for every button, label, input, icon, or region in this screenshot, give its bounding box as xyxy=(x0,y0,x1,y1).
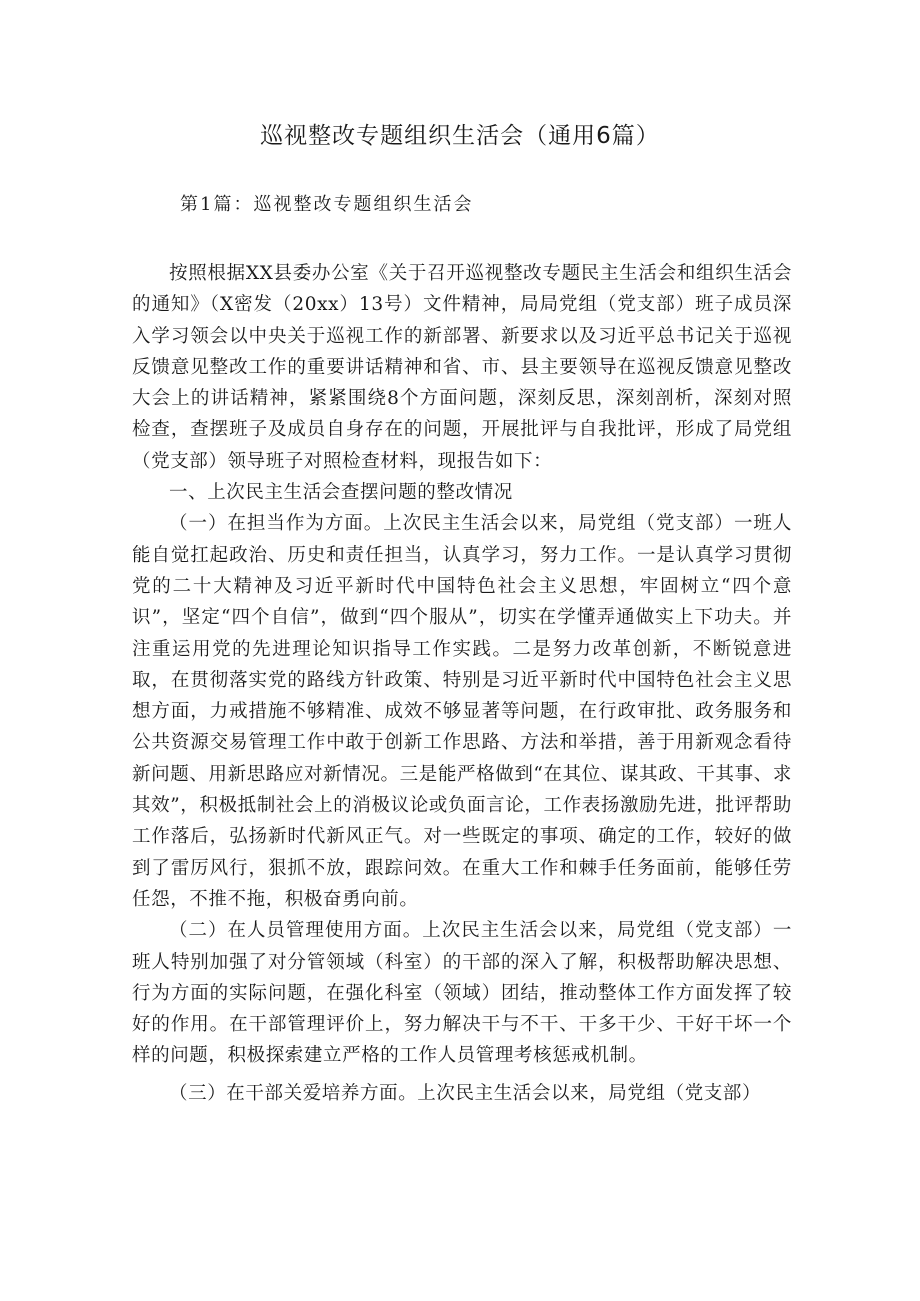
paragraph-item-3: （三）在干部关爱培养方面。上次民主生活会以来，局党组（党支部） xyxy=(169,1082,762,1104)
heading-part-one: 一、上次民主生活会查摆问题的整改情况 xyxy=(169,482,513,504)
section-heading: 第1篇：巡视整改专题组织生活会 xyxy=(180,194,474,215)
document-title: 巡视整改专题组织生活会（通用6篇） xyxy=(260,123,660,149)
paragraph-item-2: （二）在人员管理使用方面。上次民主生活会以来，局党组（党支部）一班人特别加强了对分管领域（科室）的干部的深入了解，积极帮助解决思想、行为方面的实际问题，在强化科室（领域）团结，推动整体工作方面发挥了较好的作用。在干部管理评价上，努力解决干与不干、干多干少、干好干坏一个样的问题，积极探索建立严格的工作人员管理考核惩戒机制。 xyxy=(132,920,792,1067)
paragraph-intro: 按照根据XX县委办公室《关于召开巡视整改专题民主生活会和组织生活会的通知》（X密发（20xx）13号）文件精神，局局党组（党支部）班子成员深入学习领会以中央关于巡视工作的新部署、新要求以及习近平总书记关于巡视反馈意见整改工作的重要讲话精神和省、市、县主要领导在巡视反馈意见整改大会上的讲话精神，紧紧围绕8个方面问题，深刻反思，深刻剖析，深刻对照检查，查摆班子及成员自身存在的问题，开展批评与自我批评，形成了局党组（党支部）领导班子对照检查材料，现报告如下： xyxy=(132,263,792,472)
paragraph-item-1: （一）在担当作为方面。上次民主生活会以来，局党组（党支部）一班人能自觉扛起政治、历史和责任担当，认真学习，努力工作。一是认真学习贯彻党的二十大精神及习近平新时代中国特色社会主义思想，牢固树立“四个意识”，坚定“四个自信”，做到“四个服从”，切实在学懂弄通做实上下功夫。并注重运用党的先进理论知识指导工作实践。二是努力改革创新，不断锐意进取，在贯彻落实党的路线方针政策、特别是习近平新时代中国特色社会主义思想方面，力戒措施不够精准、成效不够显著等问题，在行政审批、政务服务和公共资源交易管理工作中敢于创新工作思路、方法和举措，善于用新观念看待新问题、用新思路应对新情况。三是能严格做到“在其位、谋其政、干其事、求其效”，积极抵制社会上的消极议论或负面言论，工作表扬激励先进，批评帮助工作落后，弘扬新时代新风正气。对一些既定的事项、确定的工作，较好的做到了雷厉风行，狠抓不放，跟踪问效。在重大工作和棘手任务面前，能够任劳任怨，不推不拖，积极奋勇向前。 xyxy=(132,513,792,910)
document-body xyxy=(132,258,792,1109)
